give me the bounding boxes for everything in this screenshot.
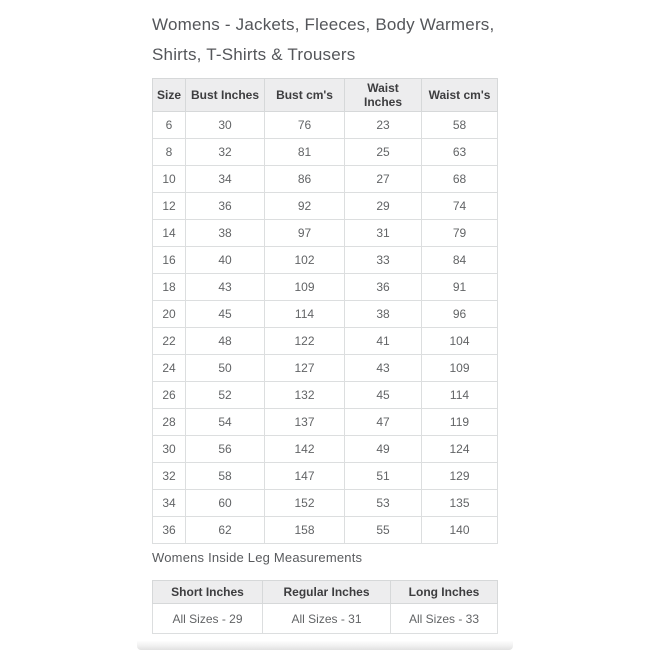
column-header: Bust cm's bbox=[265, 79, 345, 112]
table-cell: 142 bbox=[265, 436, 345, 463]
table-cell: 54 bbox=[186, 409, 265, 436]
table-cell: 41 bbox=[345, 328, 422, 355]
table-cell: 129 bbox=[422, 463, 498, 490]
table-cell: 22 bbox=[153, 328, 186, 355]
column-header: Waist Inches bbox=[345, 79, 422, 112]
table-cell: 30 bbox=[153, 436, 186, 463]
table-cell: 81 bbox=[265, 139, 345, 166]
table-cell: 114 bbox=[265, 301, 345, 328]
table-cell: 158 bbox=[265, 517, 345, 544]
table-cell: 104 bbox=[422, 328, 498, 355]
table-row bbox=[153, 436, 498, 463]
table-cell: 6 bbox=[153, 112, 186, 139]
page-title bbox=[152, 10, 512, 70]
table-cell: 58 bbox=[422, 112, 498, 139]
table-cell: All Sizes - 29 bbox=[153, 604, 263, 634]
table-row bbox=[153, 355, 498, 382]
womens-size-table bbox=[152, 78, 498, 544]
table-cell: 114 bbox=[422, 382, 498, 409]
table-cell: 68 bbox=[422, 166, 498, 193]
leg-table-body bbox=[153, 604, 498, 634]
table-cell: 86 bbox=[265, 166, 345, 193]
table-cell: 24 bbox=[153, 355, 186, 382]
table-cell: 58 bbox=[186, 463, 265, 490]
page-title-line1: Womens - Jackets, Fleeces, Body Warmers, bbox=[152, 15, 495, 34]
table-cell: 62 bbox=[186, 517, 265, 544]
table-cell: 36 bbox=[345, 274, 422, 301]
table-row bbox=[153, 193, 498, 220]
table-row bbox=[153, 490, 498, 517]
column-header: Bust Inches bbox=[186, 79, 265, 112]
table-cell: 140 bbox=[422, 517, 498, 544]
table-row bbox=[153, 409, 498, 436]
table-cell: 119 bbox=[422, 409, 498, 436]
table-row bbox=[153, 463, 498, 490]
column-header: Size bbox=[153, 79, 186, 112]
table-cell: 28 bbox=[153, 409, 186, 436]
table-row bbox=[153, 274, 498, 301]
table-cell: 96 bbox=[422, 301, 498, 328]
table-cell: 27 bbox=[345, 166, 422, 193]
table-cell: 79 bbox=[422, 220, 498, 247]
table-cell: 29 bbox=[345, 193, 422, 220]
table-cell: 132 bbox=[265, 382, 345, 409]
table-cell: 32 bbox=[153, 463, 186, 490]
table-cell: 48 bbox=[186, 328, 265, 355]
table-cell: 40 bbox=[186, 247, 265, 274]
table-cell: 51 bbox=[345, 463, 422, 490]
table-cell: 47 bbox=[345, 409, 422, 436]
table-cell: 45 bbox=[186, 301, 265, 328]
size-table-body bbox=[153, 112, 498, 544]
table-row bbox=[153, 517, 498, 544]
column-header: Regular Inches bbox=[263, 581, 391, 604]
table-cell: 10 bbox=[153, 166, 186, 193]
table-cell: 26 bbox=[153, 382, 186, 409]
table-cell: 84 bbox=[422, 247, 498, 274]
table-cell: 33 bbox=[345, 247, 422, 274]
inside-leg-table bbox=[152, 580, 498, 634]
panel-bottom-edge bbox=[137, 641, 513, 650]
table-cell: 102 bbox=[265, 247, 345, 274]
table-cell: 36 bbox=[186, 193, 265, 220]
table-cell: 127 bbox=[265, 355, 345, 382]
table-cell: 14 bbox=[153, 220, 186, 247]
table-cell: 8 bbox=[153, 139, 186, 166]
table-cell: 16 bbox=[153, 247, 186, 274]
table-cell: 23 bbox=[345, 112, 422, 139]
table-row bbox=[153, 604, 498, 634]
table-row bbox=[153, 166, 498, 193]
table-cell: 52 bbox=[186, 382, 265, 409]
table-cell: 49 bbox=[345, 436, 422, 463]
table-row bbox=[153, 139, 498, 166]
table-cell: 91 bbox=[422, 274, 498, 301]
table-cell: 25 bbox=[345, 139, 422, 166]
table-cell: 43 bbox=[186, 274, 265, 301]
table-cell: All Sizes - 31 bbox=[263, 604, 391, 634]
table-cell: 38 bbox=[186, 220, 265, 247]
table-cell: 97 bbox=[265, 220, 345, 247]
table-row bbox=[153, 112, 498, 139]
leg-table-header-row bbox=[153, 581, 498, 604]
column-header: Long Inches bbox=[391, 581, 498, 604]
table-cell: 109 bbox=[422, 355, 498, 382]
table-cell: 92 bbox=[265, 193, 345, 220]
table-cell: 50 bbox=[186, 355, 265, 382]
table-cell: 124 bbox=[422, 436, 498, 463]
table-row bbox=[153, 301, 498, 328]
table-row bbox=[153, 220, 498, 247]
table-cell: 122 bbox=[265, 328, 345, 355]
table-cell: 55 bbox=[345, 517, 422, 544]
table-cell: 109 bbox=[265, 274, 345, 301]
table-cell: 43 bbox=[345, 355, 422, 382]
table-cell: All Sizes - 33 bbox=[391, 604, 498, 634]
table-row bbox=[153, 328, 498, 355]
table-cell: 76 bbox=[265, 112, 345, 139]
table-row bbox=[153, 382, 498, 409]
table-cell: 147 bbox=[265, 463, 345, 490]
table-cell: 135 bbox=[422, 490, 498, 517]
table-cell: 34 bbox=[153, 490, 186, 517]
table-cell: 12 bbox=[153, 193, 186, 220]
table-cell: 53 bbox=[345, 490, 422, 517]
table-cell: 56 bbox=[186, 436, 265, 463]
table-cell: 137 bbox=[265, 409, 345, 436]
table-cell: 63 bbox=[422, 139, 498, 166]
table-cell: 36 bbox=[153, 517, 186, 544]
table-cell: 31 bbox=[345, 220, 422, 247]
table-cell: 38 bbox=[345, 301, 422, 328]
table-cell: 74 bbox=[422, 193, 498, 220]
table-cell: 45 bbox=[345, 382, 422, 409]
table-cell: 30 bbox=[186, 112, 265, 139]
table-cell: 32 bbox=[186, 139, 265, 166]
table-cell: 20 bbox=[153, 301, 186, 328]
table-cell: 34 bbox=[186, 166, 265, 193]
table-row bbox=[153, 247, 498, 274]
page-title-line2: Shirts, T-Shirts & Trousers bbox=[152, 45, 356, 64]
table-cell: 18 bbox=[153, 274, 186, 301]
column-header: Waist cm's bbox=[422, 79, 498, 112]
inside-leg-subtitle: Womens Inside Leg Measurements bbox=[152, 550, 363, 565]
table-cell: 60 bbox=[186, 490, 265, 517]
size-table-header-row bbox=[153, 79, 498, 112]
table-cell: 152 bbox=[265, 490, 345, 517]
column-header: Short Inches bbox=[153, 581, 263, 604]
